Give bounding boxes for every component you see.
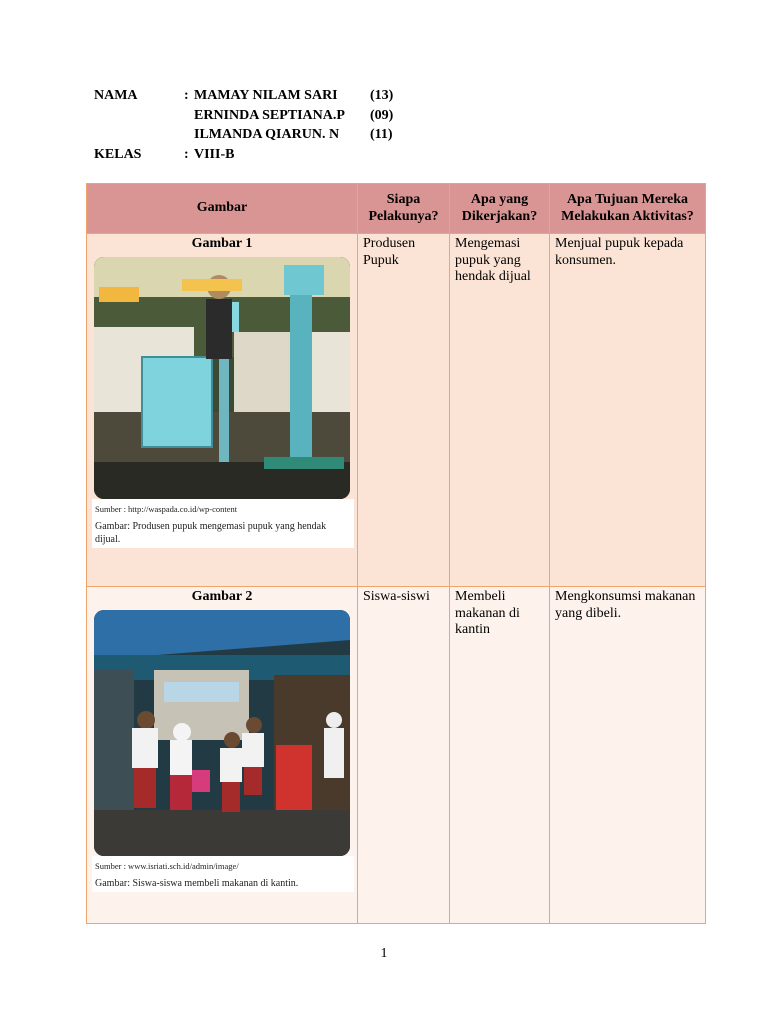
- member-number: (11): [370, 127, 393, 142]
- kelas-row: [94, 145, 393, 165]
- tujuan-cell: Menjual pupuk kepada konsumen.: [550, 234, 706, 587]
- table-row: [87, 587, 706, 924]
- member-number: (09): [370, 107, 394, 123]
- tujuan-cell: Mengkonsumsi makanan yang dibeli.: [550, 587, 706, 924]
- col-header-tujuan: Apa Tujuan Mereka Melakukan Aktivitas?: [550, 184, 706, 234]
- kelas-label: KELAS: [94, 146, 142, 162]
- apa-cell: Mengemasi pupuk yang hendak dijual: [450, 234, 550, 587]
- canteen-students-photo: [94, 610, 350, 856]
- colon: :: [184, 146, 189, 162]
- nama-row: [94, 86, 393, 106]
- member-row: [94, 125, 393, 145]
- member-number: (13): [370, 88, 394, 103]
- gambar-title: Gambar 1: [191, 236, 253, 251]
- photo-caption-text: Gambar: Siswa-siswa membeli makanan di kantin.: [95, 877, 299, 889]
- member-name: MAMAY NILAM SARI: [194, 88, 338, 103]
- member-name: ERNINDA SEPTIANA.P: [194, 107, 345, 123]
- col-header-apa: Apa yang Dikerjakan?: [450, 184, 550, 234]
- col-header-siapa: Siapa Pelakunya?: [358, 184, 450, 234]
- activity-table: [86, 183, 706, 924]
- page-number: 1: [380, 946, 388, 961]
- table-header-row: [87, 184, 706, 234]
- photo-source: Sumber : www.isriati.sch.id/admin/image/: [95, 860, 239, 871]
- nama-label: NAMA: [94, 88, 138, 103]
- gambar-cell: [87, 234, 358, 587]
- apa-cell: Membeli makanan di kantin: [450, 587, 550, 924]
- photo-caption-text: Gambar: Produsen pupuk mengemasi pupuk yang hendak dijual.: [95, 520, 327, 545]
- photo-source: Sumber : http://waspada.co.id/wp-content: [95, 503, 238, 514]
- photo-caption: [92, 499, 354, 548]
- fertilizer-packing-photo: [94, 257, 350, 499]
- gambar-title: Gambar 2: [191, 589, 253, 604]
- member-name: ILMANDA QIARUN. N: [194, 127, 340, 142]
- member-row: [94, 106, 393, 126]
- siapa-cell: Produsen Pupuk: [358, 234, 450, 587]
- col-header-gambar: Gambar: [87, 184, 358, 234]
- table-row: [87, 234, 706, 587]
- photo-caption: [92, 856, 354, 892]
- student-info: [94, 86, 393, 164]
- siapa-cell: Siswa-siswi: [358, 587, 450, 924]
- colon: :: [184, 88, 189, 103]
- gambar-cell: [87, 587, 358, 924]
- kelas-value: VIII-B: [194, 146, 235, 162]
